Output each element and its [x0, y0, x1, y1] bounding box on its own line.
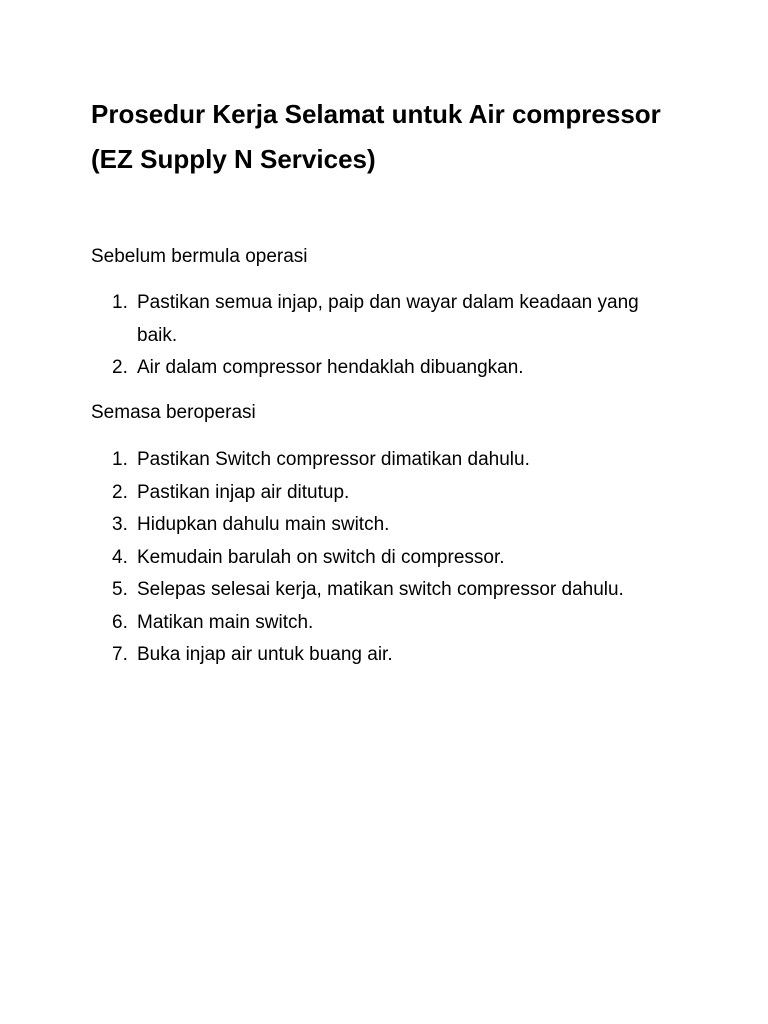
list-item-number: 7.: [112, 644, 128, 665]
list-item: [0, 352, 768, 385]
list-item-number: 1.: [112, 449, 128, 470]
list-item-text: Selepas selesai kerja, matikan switch compressor dahulu.: [137, 579, 624, 600]
list-item-text: Matikan main switch.: [137, 611, 314, 633]
section-heading-semasa-beroperasi: Semasa beroperasi: [91, 402, 256, 423]
list-item-text: Kemudain barulah on switch di compressor.: [137, 546, 505, 568]
list-item: [0, 542, 768, 575]
list-item: [0, 574, 768, 607]
list-item-number: 3.: [112, 514, 128, 535]
list-item: [0, 607, 768, 640]
list-item: [0, 509, 768, 542]
list-item-text: Pastikan injap air ditutup.: [137, 481, 350, 503]
list-item-number: 5.: [112, 579, 128, 600]
list-item-number: 1.: [112, 292, 128, 313]
list-item: [0, 444, 768, 477]
list-item: [0, 287, 768, 352]
list-item-text: Buka injap air untuk buang air.: [137, 644, 393, 665]
list-item-number: 6.: [112, 611, 128, 633]
document-title: [91, 92, 731, 182]
list-item-number: 4.: [112, 546, 128, 568]
list-item-number: 2.: [112, 481, 128, 503]
list-item: [0, 477, 768, 510]
section-heading-sebelum-bermula-operasi: Sebelum bermula operasi: [91, 246, 308, 267]
list-item-text: [137, 352, 524, 385]
list-item-line: Pastikan semua injap, paip dan wayar dalam keadaan yang: [137, 292, 639, 313]
list-item-text: [137, 287, 639, 352]
list-item-text: Hidupkan dahulu main switch.: [137, 514, 390, 535]
list-item-line: Air dalam compressor hendaklah dibuangkan.: [137, 357, 524, 378]
list-item-number: 2.: [112, 357, 128, 378]
list-item-line: baik.: [137, 324, 178, 346]
title-line: (EZ Supply N Services): [91, 144, 376, 174]
list-item-text: Pastikan Switch compressor dimatikan dahulu.: [137, 449, 530, 470]
procedure-list-during-operation: [0, 444, 768, 672]
list-item: [0, 639, 768, 672]
procedure-list-before-operation: [0, 287, 768, 385]
title-line: Prosedur Kerja Selamat untuk Air compressor: [91, 99, 661, 129]
